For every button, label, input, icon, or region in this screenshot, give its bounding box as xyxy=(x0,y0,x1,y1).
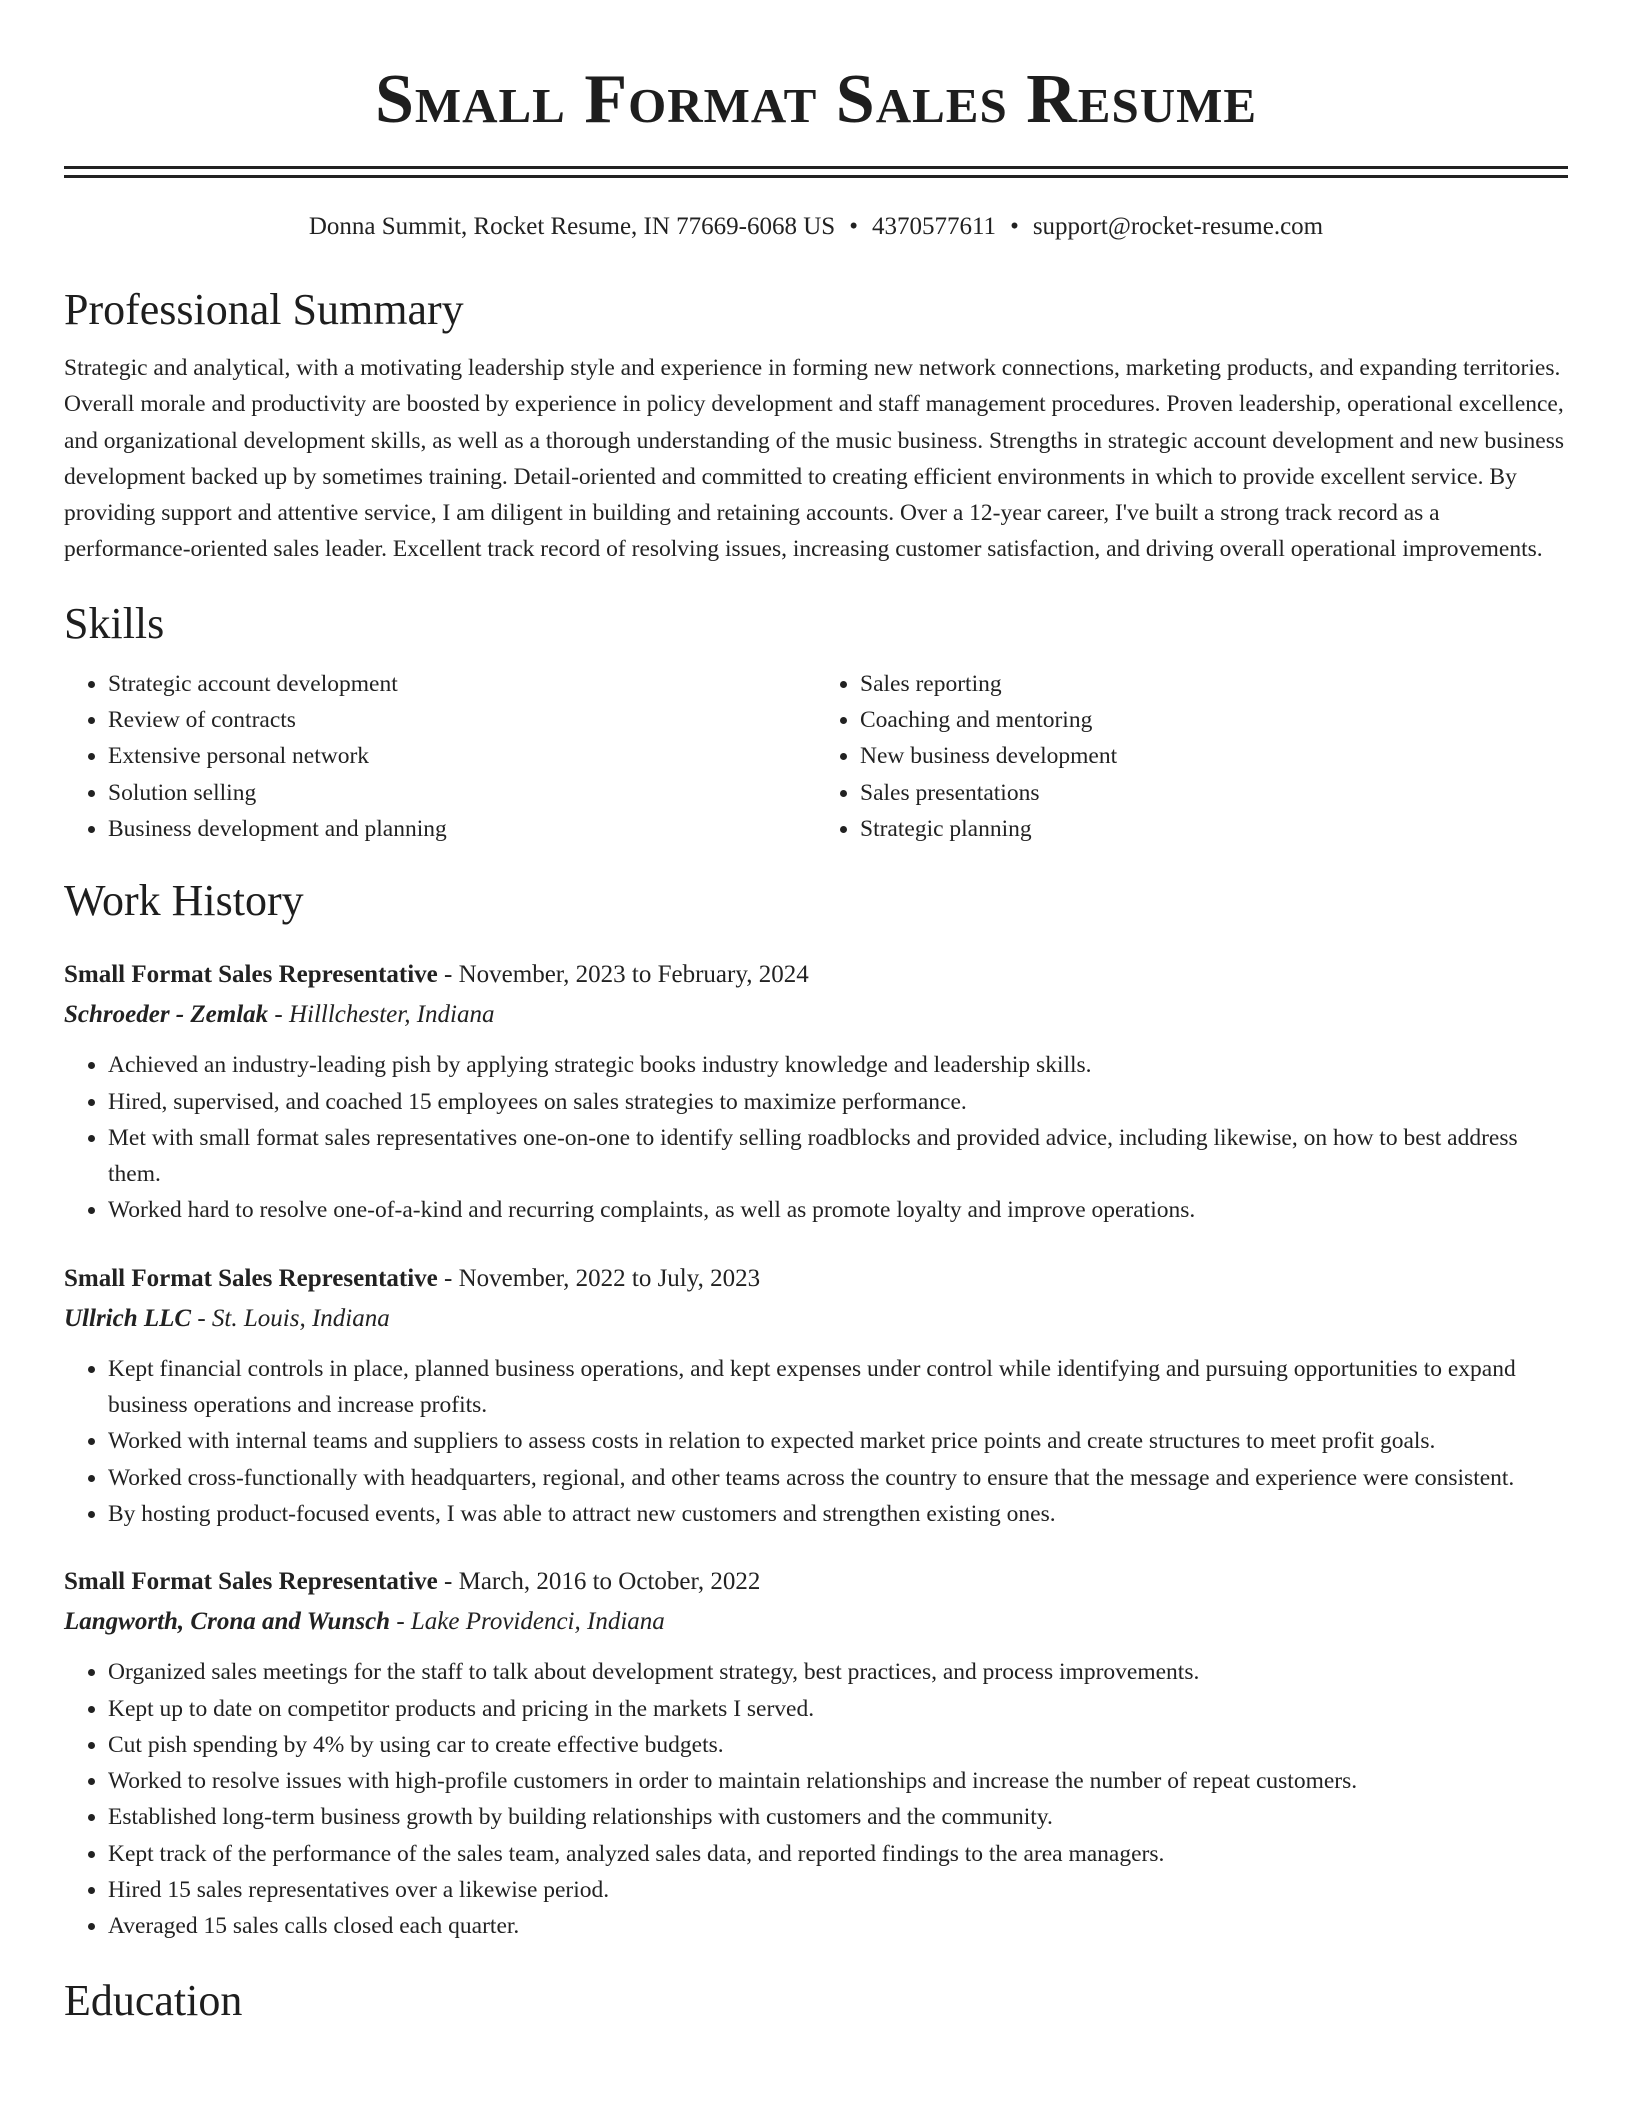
job-bullet: • Kept up to date on competitor products and pricing in the markets I served. xyxy=(108,1691,1568,1727)
job-dash: - xyxy=(274,1001,283,1029)
job-bullet: • Kept track of the performance of the sales team, analyzed sales data, and reported findings to the area managers. xyxy=(108,1836,1568,1872)
job-title: Small Format Sales Representative xyxy=(64,961,438,989)
job-dates: November, 2023 to February, 2024 xyxy=(458,961,809,989)
contact-address: Donna Summit, Rocket Resume, IN 77669-6068 US xyxy=(308,213,836,240)
contact-line xyxy=(64,212,1568,242)
skill-item: • New business development xyxy=(860,738,1568,774)
job-bullet: • Established long-term business growth by building relationships with customers and the community. xyxy=(108,1799,1568,1835)
job-dash: - xyxy=(444,1568,453,1596)
skill-item: • Strategic account development xyxy=(108,666,816,702)
job-header xyxy=(64,955,1568,995)
job-bullet: • Hired, supervised, and coached 15 employees on sales strategies to maximize performance. xyxy=(108,1084,1568,1120)
job-dash: - xyxy=(197,1304,206,1332)
resume-page xyxy=(64,0,1568,2027)
job-bullet: • Worked to resolve issues with high-profile customers in order to maintain relationships and increase the number of repeat customers. xyxy=(108,1763,1568,1799)
skills-column-right xyxy=(816,666,1568,847)
job-bullet: • Hired 15 sales representatives over a likewise period. xyxy=(108,1872,1568,1908)
job-bullet: • Organized sales meetings for the staff to talk about development strategy, best practices, and process improvements. xyxy=(108,1654,1568,1690)
skill-item: • Coaching and mentoring xyxy=(860,702,1568,738)
skill-item: • Review of contracts xyxy=(108,702,816,738)
job-bullet: • Worked hard to resolve one-of-a-kind and recurring complaints, as well as promote loyalty and improve operations. xyxy=(108,1192,1568,1228)
job-bullet: • Kept financial controls in place, planned business operations, and kept expenses under control while identifying and pursuing opportunities to expand business operations and increase profits. xyxy=(108,1351,1568,1424)
job-entry xyxy=(64,955,1568,1228)
contact-email[interactable]: support@rocket-resume.com xyxy=(1032,213,1324,240)
job-bullet: • Averaged 15 sales calls closed each quarter. xyxy=(108,1908,1568,1944)
job-company: Schroeder - Zemlak xyxy=(64,1001,269,1029)
skill-item: • Solution selling xyxy=(108,775,816,811)
job-dash: - xyxy=(444,1264,453,1292)
job-entry xyxy=(64,1562,1568,1944)
job-employer xyxy=(64,1602,1568,1642)
job-bullets xyxy=(64,1351,1568,1532)
job-bullet: • Achieved an industry-leading pish by applying strategic books industry knowledge and leadership skills. xyxy=(108,1047,1568,1083)
section-heading-work-history: Work History xyxy=(64,876,304,926)
job-company: Langworth, Crona and Wunsch xyxy=(64,1608,391,1636)
job-location: Lake Providenci, Indiana xyxy=(410,1608,665,1636)
skills-column-left xyxy=(64,666,816,847)
section-heading-summary: Professional Summary xyxy=(64,285,464,334)
job-company: Ullrich LLC xyxy=(64,1304,192,1332)
skill-item: • Extensive personal network xyxy=(108,738,816,774)
job-dash: - xyxy=(444,961,453,989)
skill-item: • Sales presentations xyxy=(860,775,1568,811)
skill-item: • Sales reporting xyxy=(860,666,1568,702)
skill-item: • Business development and planning xyxy=(108,811,816,847)
job-location: St. Louis, Indiana xyxy=(211,1304,390,1332)
section-heading-education: Education xyxy=(64,1975,243,2025)
contact-separator: • xyxy=(849,213,858,240)
job-bullet: • Worked cross-functionally with headquarters, regional, and other teams across the country to ensure that the message and experience were consistent. xyxy=(108,1460,1568,1496)
job-dates: March, 2016 to October, 2022 xyxy=(458,1568,761,1596)
job-bullet: • By hosting product-focused events, I was able to attract new customers and strengthen existing ones. xyxy=(108,1496,1568,1532)
job-title: Small Format Sales Representative xyxy=(64,1264,438,1292)
job-dash: - xyxy=(396,1608,405,1636)
job-employer xyxy=(64,1299,1568,1339)
job-bullet: • Cut pish spending by 4% by using car to create effective budgets. xyxy=(108,1727,1568,1763)
skill-item: • Strategic planning xyxy=(860,811,1568,847)
job-employer xyxy=(64,995,1568,1035)
job-bullet: • Worked with internal teams and suppliers to assess costs in relation to expected market price points and create structures to meet profit goals. xyxy=(108,1423,1568,1459)
contact-phone[interactable]: 4370577611 xyxy=(871,213,997,240)
section-heading-skills: Skills xyxy=(64,598,165,648)
job-entry xyxy=(64,1259,1568,1532)
job-title: Small Format Sales Representative xyxy=(64,1568,438,1596)
title-double-rule xyxy=(64,166,1568,178)
job-bullets xyxy=(64,1654,1568,1944)
contact-separator: • xyxy=(1010,213,1019,240)
job-header xyxy=(64,1259,1568,1299)
job-bullets xyxy=(64,1047,1568,1228)
summary-paragraph: Strategic and analytical, with a motivating leadership style and experience in forming new network connections, marketing products, and expanding territories. Overall morale and productivity are boosted by experience in policy development and staff management procedures. Proven leadership, operational excellence, and organizational development skills, as well as a thorough understanding of the music business. Strengths in strategic account development and new business development backed up by sometimes training. Detail-oriented and committed to creating efficient environments in which to provide excellent service. By providing support and attentive service, I am diligent in building and retaining accounts. Over a 12-year career, I've built a strong track record as a performance-oriented sales leader. Excellent track record of resolving issues, increasing customer satisfaction, and driving overall operational improvements. xyxy=(64,355,1564,563)
job-location: Hilllchester, Indiana xyxy=(288,1001,495,1029)
job-dates: November, 2022 to July, 2023 xyxy=(458,1264,761,1292)
job-header xyxy=(64,1562,1568,1602)
resume-title: Small Format Sales Resume xyxy=(374,61,1258,138)
job-bullet: • Met with small format sales representatives one-on-one to identify selling roadblocks and provided advice, including likewise, on how to best address them. xyxy=(108,1120,1568,1193)
skills-list xyxy=(64,666,1568,847)
